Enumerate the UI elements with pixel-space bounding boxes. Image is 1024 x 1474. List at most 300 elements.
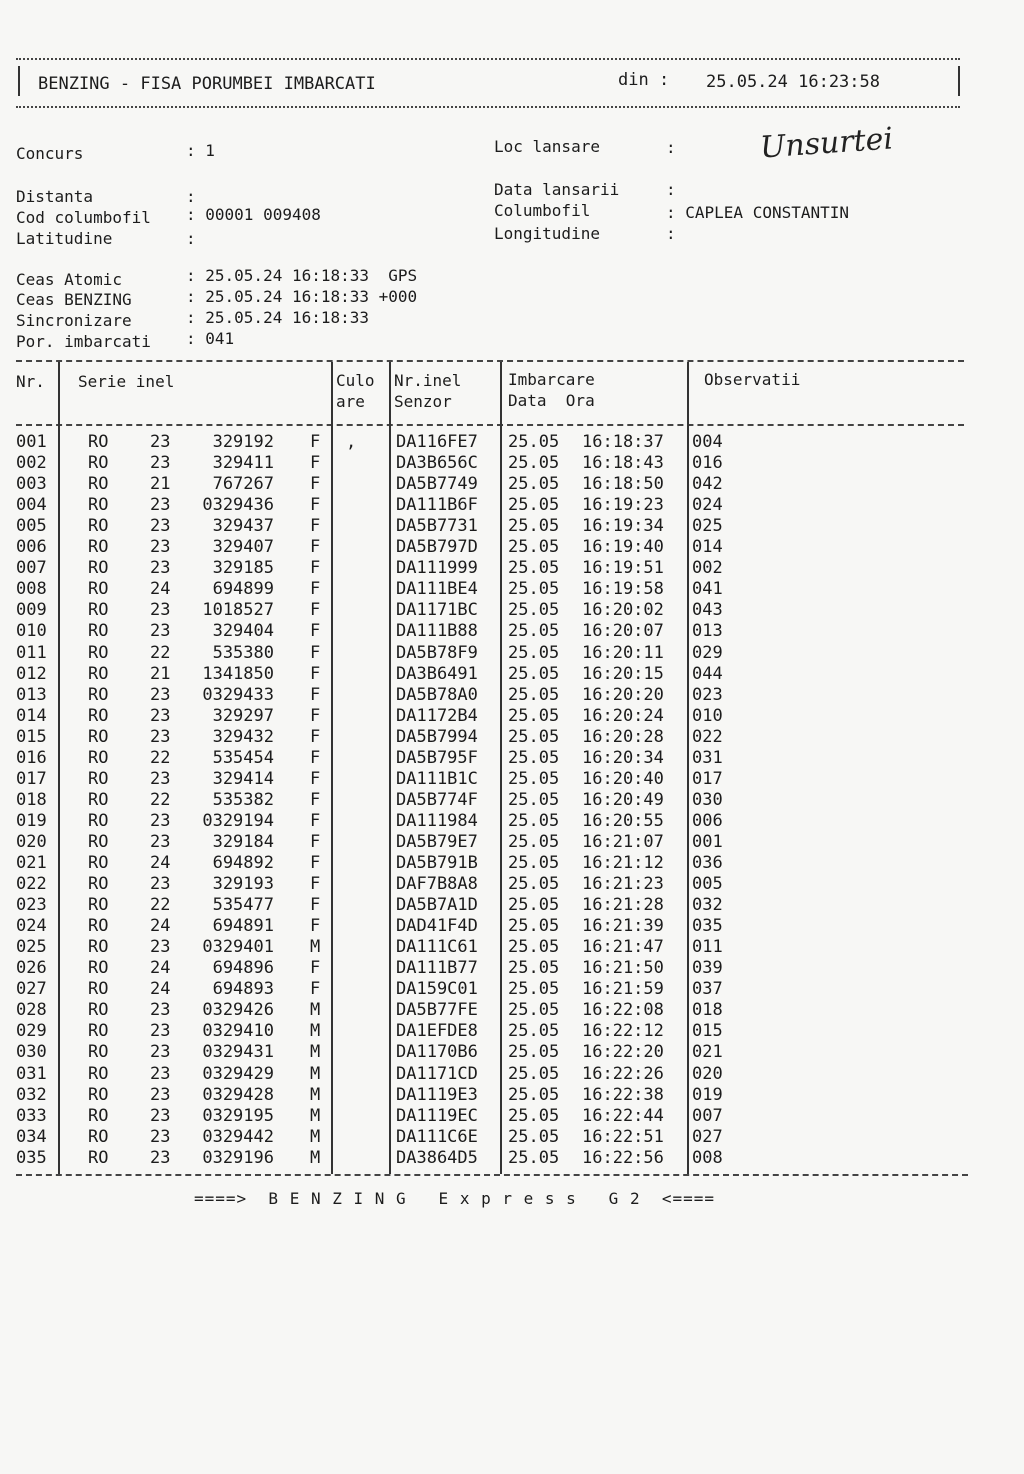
row-year: 23 [150, 937, 171, 958]
row-ring-number: 0329442 [202, 1126, 274, 1147]
row-year: 23 [150, 558, 171, 579]
columbofil-value: : CAPLEA CONSTANTIN [666, 203, 850, 222]
din-label: din : [618, 70, 670, 90]
table-row [0, 958, 1024, 979]
row-observatii: 030 [692, 789, 723, 810]
row-sex: F [310, 621, 321, 642]
row-year: 21 [150, 663, 171, 684]
row-ring-number: 329432 [212, 726, 274, 747]
row-nr: 022 [16, 874, 47, 895]
row-year: 22 [150, 789, 171, 810]
row-country: RO [88, 1063, 109, 1084]
row-senzor: DA5B797D [396, 537, 478, 558]
row-sex: F [310, 537, 321, 558]
row-sex: F [310, 958, 321, 979]
row-sex: F [310, 789, 321, 810]
row-sex: F [310, 705, 321, 726]
row-year: 23 [150, 1105, 171, 1126]
row-ring-number: 0329196 [202, 1147, 274, 1168]
table-row [0, 790, 1024, 811]
row-data: 25.05 [508, 558, 560, 579]
table-row [0, 1106, 1024, 1127]
row-nr: 010 [16, 621, 47, 642]
row-nr: 019 [16, 810, 47, 831]
row-data: 25.05 [508, 1000, 560, 1021]
row-ring-number: 1341850 [202, 663, 274, 684]
row-nr: 035 [16, 1147, 47, 1168]
row-country: RO [88, 537, 109, 558]
row-senzor: DA111BE4 [396, 579, 478, 600]
row-sex: F [310, 432, 321, 452]
footer-banner: ====> B E N Z I N G E x p r e s s G 2 <==== [194, 1189, 716, 1208]
row-country: RO [88, 895, 109, 916]
row-sex: M [310, 1084, 321, 1105]
row-sex: F [310, 831, 321, 852]
row-country: RO [88, 958, 109, 979]
row-nr: 028 [16, 1000, 47, 1021]
row-country: RO [88, 874, 109, 895]
row-senzor: DA1119EC [396, 1105, 478, 1126]
porumbei-imbarcati-value: : 041 [186, 329, 235, 348]
row-nr: 001 [16, 432, 47, 452]
row-sex: F [310, 663, 321, 684]
row-country: RO [88, 1042, 109, 1063]
loc-lansare-colon: : [666, 138, 676, 157]
row-senzor: DA5B79E7 [396, 831, 478, 852]
row-ora: 16:18:50 [582, 474, 664, 495]
row-sex: F [310, 579, 321, 600]
row-country: RO [88, 684, 109, 705]
row-senzor: DA5B77FE [396, 1000, 478, 1021]
latitudine-value: : [186, 229, 196, 248]
row-ora: 16:21:50 [582, 958, 664, 979]
row-ora: 16:20:24 [582, 705, 664, 726]
row-senzor: DA5B791B [396, 853, 478, 873]
sincronizare-value: : 25.05.24 16:18:33 [186, 308, 370, 327]
row-ring-number: 329185 [212, 558, 274, 579]
row-nr: 012 [16, 663, 47, 684]
row-ora: 16:22:12 [582, 1021, 664, 1042]
ceas-benzing-value: : 25.05.24 16:18:33 +000 [186, 287, 418, 306]
cod-columbofil-value: : 00001 009408 [186, 205, 321, 224]
row-nr: 013 [16, 684, 47, 705]
row-year: 23 [150, 1063, 171, 1084]
row-country: RO [88, 768, 109, 789]
table-row [0, 621, 1024, 642]
row-year: 23 [150, 1042, 171, 1063]
row-data: 25.05 [508, 874, 560, 895]
row-ora: 16:18:43 [582, 453, 664, 474]
row-ring-number: 694892 [212, 853, 274, 873]
row-observatii: 023 [692, 684, 723, 705]
row-year: 23 [150, 516, 171, 537]
row-country: RO [88, 642, 109, 663]
row-ring-number: 535380 [212, 642, 274, 663]
row-year: 23 [150, 453, 171, 474]
col-serie-header: Serie inel [78, 372, 175, 391]
row-senzor: DA1171BC [396, 600, 478, 621]
latitudine-label: Latitudine [16, 229, 113, 248]
row-nr: 006 [16, 537, 47, 558]
row-sex: M [310, 1042, 321, 1063]
row-country: RO [88, 747, 109, 768]
row-ora: 16:21:39 [582, 916, 664, 937]
row-ora: 16:20:49 [582, 789, 664, 810]
row-observatii: 013 [692, 621, 723, 642]
row-data: 25.05 [508, 474, 560, 495]
row-senzor: DA5B7994 [396, 726, 478, 747]
row-senzor: DA1172B4 [396, 705, 478, 726]
table-row [0, 748, 1024, 769]
row-year: 23 [150, 432, 171, 452]
row-senzor: DA111999 [396, 558, 478, 579]
row-ring-number: 329192 [212, 432, 274, 452]
row-year: 21 [150, 474, 171, 495]
row-observatii: 044 [692, 663, 723, 684]
row-data: 25.05 [508, 579, 560, 600]
table-row [0, 579, 1024, 600]
row-year: 23 [150, 684, 171, 705]
longitudine-label: Longitudine [494, 224, 600, 243]
row-year: 24 [150, 916, 171, 937]
row-nr: 004 [16, 495, 47, 516]
table-row [0, 769, 1024, 790]
row-ora: 16:19:51 [582, 558, 664, 579]
row-year: 23 [150, 705, 171, 726]
row-ring-number: 329411 [212, 453, 274, 474]
row-data: 25.05 [508, 1084, 560, 1105]
table-row [0, 916, 1024, 937]
row-nr: 008 [16, 579, 47, 600]
row-ora: 16:21:59 [582, 979, 664, 1000]
table-row [0, 1042, 1024, 1063]
col-imbarcare-header-2: Data Ora [508, 391, 595, 410]
table-header-rule [16, 424, 964, 426]
row-sex: F [310, 747, 321, 768]
row-year: 23 [150, 600, 171, 621]
row-observatii: 027 [692, 1126, 723, 1147]
row-year: 23 [150, 1126, 171, 1147]
table-row [0, 1021, 1024, 1042]
row-ring-number: 0329433 [202, 684, 274, 705]
row-ora: 16:18:37 [582, 432, 664, 452]
row-senzor: DA1119E3 [396, 1084, 478, 1105]
din-value: 25.05.24 16:23:58 [706, 72, 880, 92]
row-sex: M [310, 937, 321, 958]
row-nr: 017 [16, 768, 47, 789]
row-ora: 16:22:51 [582, 1126, 664, 1147]
row-year: 22 [150, 895, 171, 916]
row-year: 23 [150, 1000, 171, 1021]
row-nr: 029 [16, 1021, 47, 1042]
row-senzor: DA5B78A0 [396, 684, 478, 705]
row-observatii: 006 [692, 810, 723, 831]
row-observatii: 017 [692, 768, 723, 789]
row-observatii: 004 [692, 432, 723, 452]
row-sex: F [310, 600, 321, 621]
row-sex: F [310, 768, 321, 789]
row-nr: 021 [16, 853, 47, 873]
row-data: 25.05 [508, 979, 560, 1000]
table-row [0, 664, 1024, 685]
row-senzor: DA111B1C [396, 768, 478, 789]
row-year: 23 [150, 621, 171, 642]
table-row [0, 495, 1024, 516]
table-row [0, 727, 1024, 748]
row-nr: 030 [16, 1042, 47, 1063]
row-year: 23 [150, 810, 171, 831]
document-title: BENZING - FISA PORUMBEI IMBARCATI [38, 74, 376, 94]
row-sex: F [310, 874, 321, 895]
table-row [0, 832, 1024, 853]
row-observatii: 019 [692, 1084, 723, 1105]
row-country: RO [88, 600, 109, 621]
row-ring-number: 329437 [212, 516, 274, 537]
row-senzor: DA3B6491 [396, 663, 478, 684]
col-nr-header: Nr. [16, 372, 45, 391]
row-ora: 16:22:44 [582, 1105, 664, 1126]
row-data: 25.05 [508, 916, 560, 937]
row-country: RO [88, 1126, 109, 1147]
row-senzor: DA5B7A1D [396, 895, 478, 916]
table-row [0, 558, 1024, 579]
row-country: RO [88, 1105, 109, 1126]
row-ring-number: 0329401 [202, 937, 274, 958]
row-observatii: 025 [692, 516, 723, 537]
table-row [0, 853, 1024, 874]
table-row [0, 1148, 1024, 1169]
row-senzor: DA111984 [396, 810, 478, 831]
row-ring-number: 329414 [212, 768, 274, 789]
row-data: 25.05 [508, 684, 560, 705]
row-year: 22 [150, 747, 171, 768]
row-observatii: 018 [692, 1000, 723, 1021]
row-ora: 16:19:40 [582, 537, 664, 558]
table-row [0, 1085, 1024, 1106]
row-year: 23 [150, 726, 171, 747]
col-observatii-header: Observatii [704, 370, 801, 389]
row-ring-number: 694893 [212, 979, 274, 1000]
row-nr: 016 [16, 747, 47, 768]
table-row [0, 706, 1024, 727]
row-sex: M [310, 1000, 321, 1021]
row-data: 25.05 [508, 810, 560, 831]
row-country: RO [88, 705, 109, 726]
row-observatii: 010 [692, 705, 723, 726]
row-year: 23 [150, 1021, 171, 1042]
row-observatii: 032 [692, 895, 723, 916]
row-ora: 16:20:40 [582, 768, 664, 789]
row-sex: F [310, 979, 321, 1000]
row-data: 25.05 [508, 768, 560, 789]
row-sex: F [310, 453, 321, 474]
row-country: RO [88, 726, 109, 747]
row-ora: 16:22:26 [582, 1063, 664, 1084]
row-ora: 16:20:55 [582, 810, 664, 831]
row-observatii: 042 [692, 474, 723, 495]
row-country: RO [88, 853, 109, 873]
row-data: 25.05 [508, 895, 560, 916]
table-row [0, 1000, 1024, 1021]
row-data: 25.05 [508, 600, 560, 621]
row-data: 25.05 [508, 831, 560, 852]
table-row [0, 1064, 1024, 1085]
row-country: RO [88, 621, 109, 642]
row-ring-number: 535382 [212, 789, 274, 810]
row-sex: F [310, 810, 321, 831]
row-ring-number: 0329194 [202, 810, 274, 831]
concurs-label: Concurs [16, 144, 84, 163]
row-data: 25.05 [508, 1063, 560, 1084]
row-year: 24 [150, 958, 171, 979]
row-nr: 018 [16, 789, 47, 810]
row-observatii: 020 [692, 1063, 723, 1084]
col-culoare-header-2: are [336, 392, 365, 411]
row-senzor: DA5B795F [396, 747, 478, 768]
row-data: 25.05 [508, 1042, 560, 1063]
row-ora: 16:21:28 [582, 895, 664, 916]
row-country: RO [88, 474, 109, 495]
row-observatii: 001 [692, 831, 723, 852]
row-ora: 16:19:34 [582, 516, 664, 537]
row-nr: 007 [16, 558, 47, 579]
row-ring-number: 767267 [212, 474, 274, 495]
row-ring-number: 329297 [212, 705, 274, 726]
row-sex: F [310, 558, 321, 579]
row-nr: 031 [16, 1063, 47, 1084]
row-ora: 16:21:12 [582, 853, 664, 873]
row-senzor: DA5B7749 [396, 474, 478, 495]
table-row [0, 1127, 1024, 1148]
row-observatii: 007 [692, 1105, 723, 1126]
row-ring-number: 0329410 [202, 1021, 274, 1042]
row-data: 25.05 [508, 663, 560, 684]
row-country: RO [88, 1021, 109, 1042]
row-senzor: DA5B7731 [396, 516, 478, 537]
row-nr: 015 [16, 726, 47, 747]
row-ora: 16:21:47 [582, 937, 664, 958]
sincronizare-label: Sincronizare [16, 311, 132, 330]
distanta-value: : [186, 187, 196, 206]
row-data: 25.05 [508, 621, 560, 642]
row-ora: 16:20:34 [582, 747, 664, 768]
row-country: RO [88, 916, 109, 937]
col-senzor-header-2: Senzor [394, 392, 452, 411]
row-country: RO [88, 937, 109, 958]
row-ora: 16:22:38 [582, 1084, 664, 1105]
row-observatii: 014 [692, 537, 723, 558]
table-row [0, 516, 1024, 537]
loc-lansare-handwritten: Unsurtei [758, 121, 895, 166]
row-nr: 014 [16, 705, 47, 726]
row-ora: 16:20:07 [582, 621, 664, 642]
row-ring-number: 694891 [212, 916, 274, 937]
row-sex: F [310, 684, 321, 705]
row-year: 22 [150, 642, 171, 663]
row-senzor: DAF7B8A8 [396, 874, 478, 895]
row-year: 24 [150, 979, 171, 1000]
concurs-value: : 1 [186, 141, 215, 160]
table-row [0, 874, 1024, 895]
row-data: 25.05 [508, 453, 560, 474]
row-senzor: DA111B88 [396, 621, 478, 642]
row-culoare: , [346, 432, 357, 452]
row-ring-number: 329184 [212, 831, 274, 852]
row-senzor: DA111C61 [396, 937, 478, 958]
row-senzor: DA111B6F [396, 495, 478, 516]
row-ring-number: 0329426 [202, 1000, 274, 1021]
row-nr: 032 [16, 1084, 47, 1105]
header-left-border [18, 66, 20, 96]
row-ora: 16:20:15 [582, 663, 664, 684]
row-ora: 16:22:08 [582, 1000, 664, 1021]
row-country: RO [88, 810, 109, 831]
row-data: 25.05 [508, 537, 560, 558]
row-ring-number: 694899 [212, 579, 274, 600]
cod-columbofil-label: Cod columbofil [16, 208, 151, 227]
row-sex: F [310, 516, 321, 537]
row-sex: M [310, 1126, 321, 1147]
row-nr: 020 [16, 831, 47, 852]
row-nr: 024 [16, 916, 47, 937]
row-ora: 16:19:58 [582, 579, 664, 600]
row-sex: F [310, 853, 321, 873]
row-year: 23 [150, 1084, 171, 1105]
row-nr: 025 [16, 937, 47, 958]
row-year: 23 [150, 768, 171, 789]
row-data: 25.05 [508, 495, 560, 516]
row-data: 25.05 [508, 642, 560, 663]
row-senzor: DA1171CD [396, 1063, 478, 1084]
row-sex: F [310, 642, 321, 663]
row-ring-number: 329193 [212, 874, 274, 895]
col-culoare-header-1: Culo [336, 371, 375, 390]
row-senzor: DA3864D5 [396, 1147, 478, 1168]
row-country: RO [88, 432, 109, 452]
row-country: RO [88, 979, 109, 1000]
header-right-border [958, 66, 960, 96]
row-year: 23 [150, 1147, 171, 1168]
row-data: 25.05 [508, 958, 560, 979]
row-sex: F [310, 895, 321, 916]
row-senzor: DA111C6E [396, 1126, 478, 1147]
row-data: 25.05 [508, 432, 560, 452]
row-data: 25.05 [508, 516, 560, 537]
row-data: 25.05 [508, 853, 560, 873]
row-data: 25.05 [508, 1021, 560, 1042]
row-observatii: 015 [692, 1021, 723, 1042]
row-observatii: 005 [692, 874, 723, 895]
row-nr: 033 [16, 1105, 47, 1126]
row-ora: 16:20:02 [582, 600, 664, 621]
row-sex: F [310, 726, 321, 747]
row-ora: 16:21:23 [582, 874, 664, 895]
table-row [0, 811, 1024, 832]
row-country: RO [88, 453, 109, 474]
row-country: RO [88, 558, 109, 579]
row-ring-number: 535454 [212, 747, 274, 768]
row-sex: F [310, 916, 321, 937]
data-lansarii-label: Data lansarii [494, 180, 620, 199]
row-sex: M [310, 1105, 321, 1126]
longitudine-value: : [666, 224, 676, 243]
table-row [0, 537, 1024, 558]
row-senzor: DAD41F4D [396, 916, 478, 937]
row-sex: M [310, 1147, 321, 1168]
row-observatii: 035 [692, 916, 723, 937]
table-top-rule [16, 360, 964, 362]
row-observatii: 039 [692, 958, 723, 979]
